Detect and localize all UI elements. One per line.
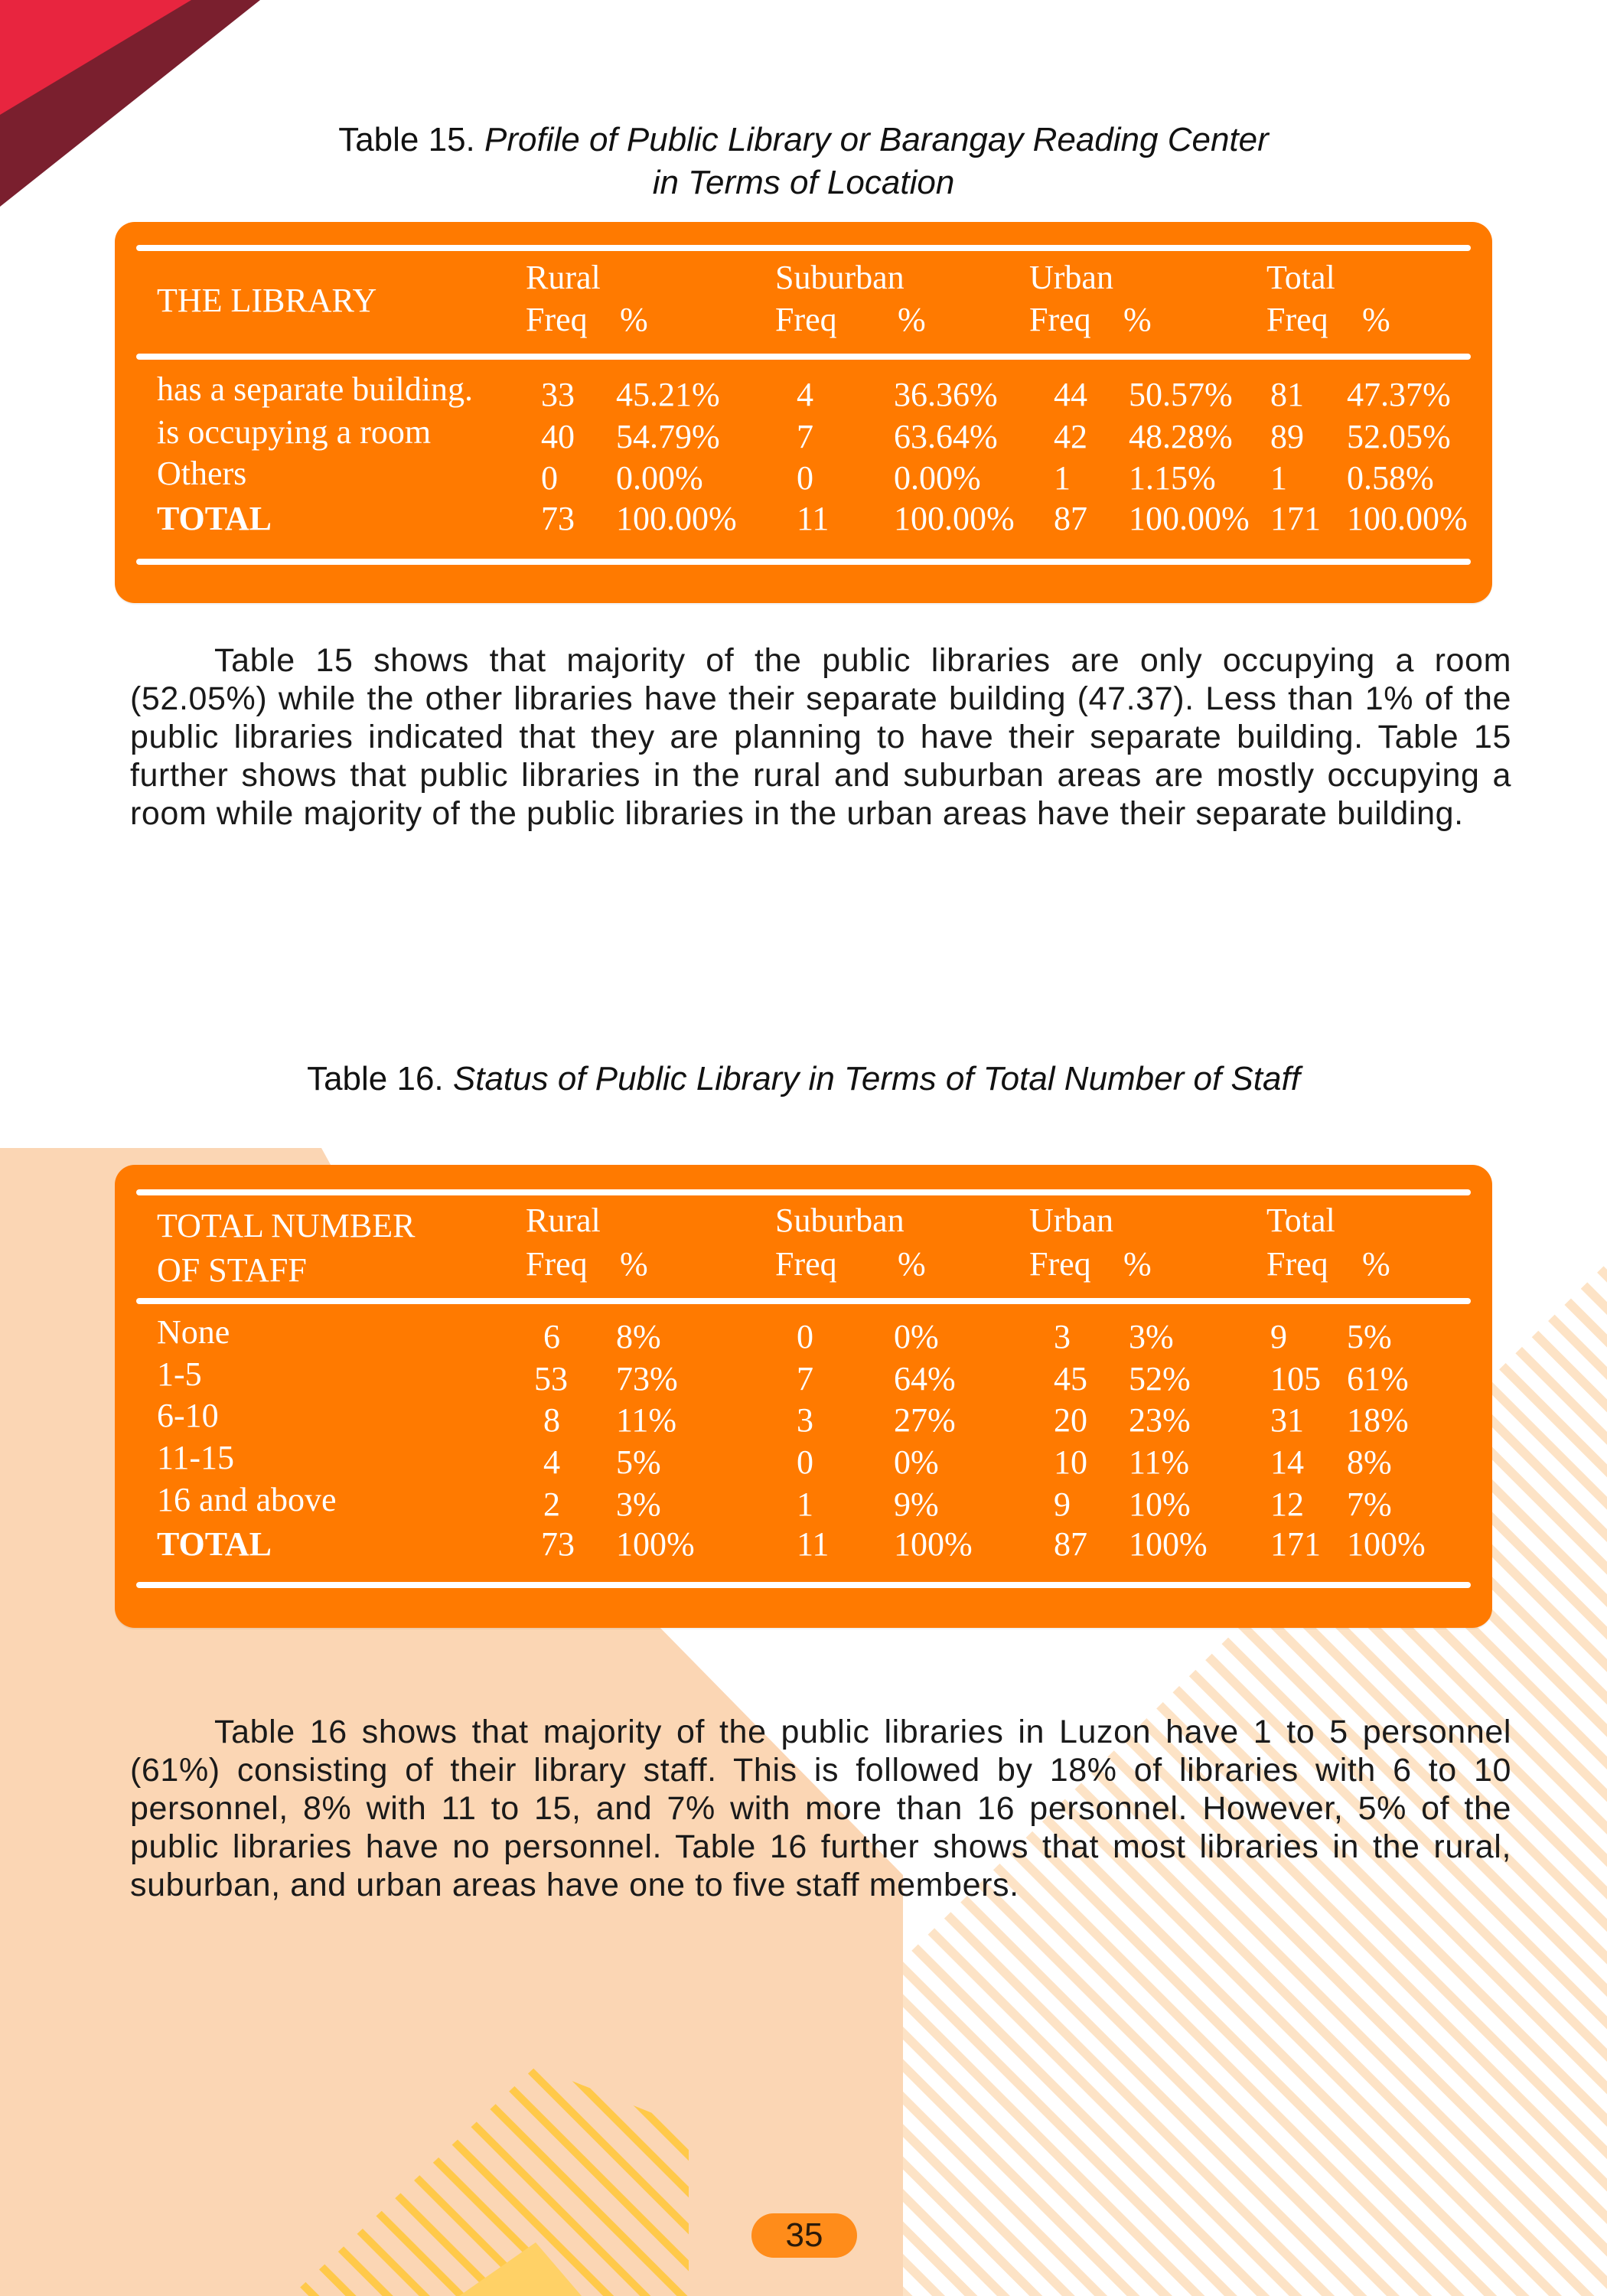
- cell-value: 0.58%: [1347, 459, 1434, 497]
- cell-value: 73: [541, 500, 575, 537]
- cell-value: 11%: [1129, 1443, 1190, 1481]
- cell-value: 9: [1054, 1486, 1071, 1523]
- page-number: 35: [785, 2216, 823, 2254]
- cell-value: 14: [1270, 1443, 1304, 1481]
- cell-value: 0%: [894, 1443, 939, 1481]
- cell-value: 40: [541, 418, 575, 455]
- cell-value: 18%: [1347, 1401, 1409, 1439]
- cell-value: 64%: [894, 1360, 956, 1397]
- header-group-total: Total: [1266, 259, 1335, 296]
- table-15-title-line1: Profile of Public Library or Barangay Reading Center: [484, 121, 1269, 158]
- cell-value: 3%: [616, 1486, 661, 1523]
- table-16-title: Status of Public Library in Terms of Total Number of Staff: [452, 1060, 1300, 1097]
- header-freq: Freq: [1266, 1245, 1328, 1283]
- cell-value: 12: [1270, 1486, 1304, 1523]
- cell-value: 0.00%: [616, 459, 703, 497]
- header-pct: %: [1362, 1245, 1390, 1283]
- cell-value: 100%: [1347, 1525, 1426, 1563]
- header-pct: %: [898, 301, 926, 338]
- header-pct: %: [1123, 301, 1152, 338]
- row-label: is occupying a room: [157, 413, 432, 451]
- cell-value: 100.00%: [894, 500, 1015, 537]
- header-first-col: THE LIBRARY: [157, 282, 377, 319]
- cell-value: 45.21%: [616, 376, 720, 413]
- cell-value: 54.79%: [616, 418, 720, 455]
- cell-value: 171: [1270, 500, 1321, 537]
- cell-value: 100%: [894, 1525, 973, 1563]
- table-15-label: Table 15.: [338, 121, 475, 158]
- cell-value: 63.64%: [894, 418, 998, 455]
- cell-value: 100%: [616, 1525, 695, 1563]
- header-group-urban: Urban: [1029, 1202, 1113, 1239]
- header-pct: %: [1123, 1245, 1152, 1283]
- cell-value: 31: [1270, 1401, 1304, 1439]
- cell-value: 47.37%: [1347, 376, 1451, 413]
- cell-value: 100%: [1129, 1525, 1208, 1563]
- header-freq: Freq: [1029, 1245, 1091, 1283]
- cell-value: 3: [1054, 1318, 1071, 1355]
- cell-value: 45: [1054, 1360, 1087, 1397]
- table-bottom-rule: [136, 1582, 1471, 1588]
- cell-value: 7: [797, 1360, 813, 1397]
- row-label: 11-15: [157, 1439, 235, 1476]
- table-15-title-line2: in Terms of Location: [652, 164, 955, 201]
- cell-value: 52.05%: [1347, 418, 1451, 455]
- paragraph-table-16: Table 16 shows that majority of the public libraries in Luzon have 1 to 5 personnel (61%) consisting of their library staff. This is followed by 18% of libraries with 6 to 10 personnel, 8% with 11 to 15, and 7% with more than 16 personnel. However, 5% of the public libraries have no personnel. Table 16 further shows that most libraries in the rural, suburban, and urban areas have one to five staff members.: [130, 1714, 1511, 1903]
- cell-value: 100.00%: [1129, 500, 1250, 537]
- cell-value: 6: [543, 1318, 560, 1355]
- row-label: Others: [157, 455, 247, 492]
- cell-value: 9: [1270, 1318, 1287, 1355]
- cell-value: 73: [541, 1525, 575, 1563]
- header-freq: Freq: [1266, 301, 1328, 338]
- row-label: 1-5: [157, 1355, 202, 1393]
- header-pct: %: [898, 1245, 926, 1283]
- cell-value: 5%: [616, 1443, 661, 1481]
- cell-value: 100.00%: [616, 500, 737, 537]
- header-pct: %: [1362, 301, 1390, 338]
- cell-value: 171: [1270, 1525, 1321, 1563]
- cell-value: 7: [797, 418, 813, 455]
- cell-value: 8: [543, 1401, 560, 1439]
- table-header-rule: [136, 1298, 1471, 1304]
- cell-value: 52%: [1129, 1360, 1191, 1397]
- cell-value: 8%: [1347, 1443, 1392, 1481]
- header-freq: Freq: [526, 301, 588, 338]
- cell-value: 10%: [1129, 1486, 1191, 1523]
- cell-value: 7%: [1347, 1486, 1392, 1523]
- cell-value: 0.00%: [894, 459, 981, 497]
- cell-value: 0: [797, 459, 813, 497]
- cell-value: 5%: [1347, 1318, 1392, 1355]
- header-first-col-line1: TOTAL NUMBER: [157, 1207, 416, 1244]
- cell-value: 10: [1054, 1443, 1087, 1481]
- cell-value: 1: [1054, 459, 1071, 497]
- header-freq: Freq: [775, 1245, 837, 1283]
- header-group-suburban: Suburban: [775, 1202, 905, 1239]
- header-group-suburban: Suburban: [775, 259, 905, 296]
- cell-value: 4: [543, 1443, 560, 1481]
- cell-value: 81: [1270, 376, 1304, 413]
- header-group-rural: Rural: [526, 259, 601, 296]
- cell-value: 2: [543, 1486, 560, 1523]
- cell-value: 89: [1270, 418, 1304, 455]
- cell-value: 44: [1054, 376, 1087, 413]
- cell-value: 23%: [1129, 1401, 1191, 1439]
- cell-value: 33: [541, 376, 575, 413]
- cell-value: 73%: [616, 1360, 678, 1397]
- paragraph-table-15: Table 15 shows that majority of the public libraries are only occupying a room (52.05%) while the other libraries have their separate building (47.37). Less than 1% of the public libraries indicated that they are planning to have their separate building. Table 15 further shows that public libraries in the rural and suburban areas are mostly occupying a room while majority of the public libraries in the urban areas have their separate building.: [130, 642, 1511, 832]
- table-15: [115, 222, 1492, 603]
- row-label: 16 and above: [157, 1481, 337, 1518]
- cell-value: 42: [1054, 418, 1087, 455]
- cell-value: 105: [1270, 1360, 1321, 1397]
- header-freq: Freq: [775, 301, 837, 338]
- cell-value: 27%: [894, 1401, 956, 1439]
- header-group-total: Total: [1266, 1202, 1335, 1239]
- cell-value: 3: [797, 1401, 813, 1439]
- table-bottom-rule: [136, 559, 1471, 565]
- page-number-badge: [751, 2213, 857, 2258]
- cell-value: 3%: [1129, 1318, 1174, 1355]
- table-16-caption: [0, 1058, 1607, 1101]
- cell-value: 100.00%: [1347, 500, 1468, 537]
- header-pct: %: [620, 301, 648, 338]
- table-top-rule: [136, 245, 1471, 251]
- cell-value: 20: [1054, 1401, 1087, 1439]
- cell-value: 11: [797, 1525, 830, 1563]
- header-group-urban: Urban: [1029, 259, 1113, 296]
- cell-value: 8%: [616, 1318, 661, 1355]
- cell-value: 0: [797, 1443, 813, 1481]
- cell-value: 87: [1054, 500, 1087, 537]
- cell-value: 11: [797, 500, 830, 537]
- header-pct: %: [620, 1245, 648, 1283]
- cell-value: 36.36%: [894, 376, 998, 413]
- cell-value: 1.15%: [1129, 459, 1216, 497]
- row-label-total: TOTAL: [157, 500, 272, 537]
- header-first-col-line2: OF STAFF: [157, 1251, 307, 1289]
- cell-value: 9%: [894, 1486, 939, 1523]
- table-15-caption: [0, 119, 1607, 204]
- cell-value: 0: [797, 1318, 813, 1355]
- cell-value: 48.28%: [1129, 418, 1233, 455]
- header-freq: Freq: [526, 1245, 588, 1283]
- table-16: [115, 1165, 1492, 1628]
- cell-value: 1: [1270, 459, 1287, 497]
- row-label: 6-10: [157, 1397, 219, 1434]
- row-label-total: TOTAL: [157, 1525, 272, 1563]
- cell-value: 61%: [1347, 1360, 1409, 1397]
- cell-value: 1: [797, 1486, 813, 1523]
- row-label: None: [157, 1313, 230, 1351]
- cell-value: 0: [541, 459, 558, 497]
- cell-value: 53: [534, 1360, 568, 1397]
- cell-value: 11%: [616, 1401, 677, 1439]
- cell-value: 87: [1054, 1525, 1087, 1563]
- row-label: has a separate building.: [157, 370, 473, 408]
- header-group-rural: Rural: [526, 1202, 601, 1239]
- cell-value: 0%: [894, 1318, 939, 1355]
- header-freq: Freq: [1029, 301, 1091, 338]
- table-header-rule: [136, 354, 1471, 360]
- cell-value: 50.57%: [1129, 376, 1233, 413]
- cell-value: 4: [797, 376, 813, 413]
- table-top-rule: [136, 1189, 1471, 1195]
- table-16-label: Table 16.: [307, 1060, 444, 1097]
